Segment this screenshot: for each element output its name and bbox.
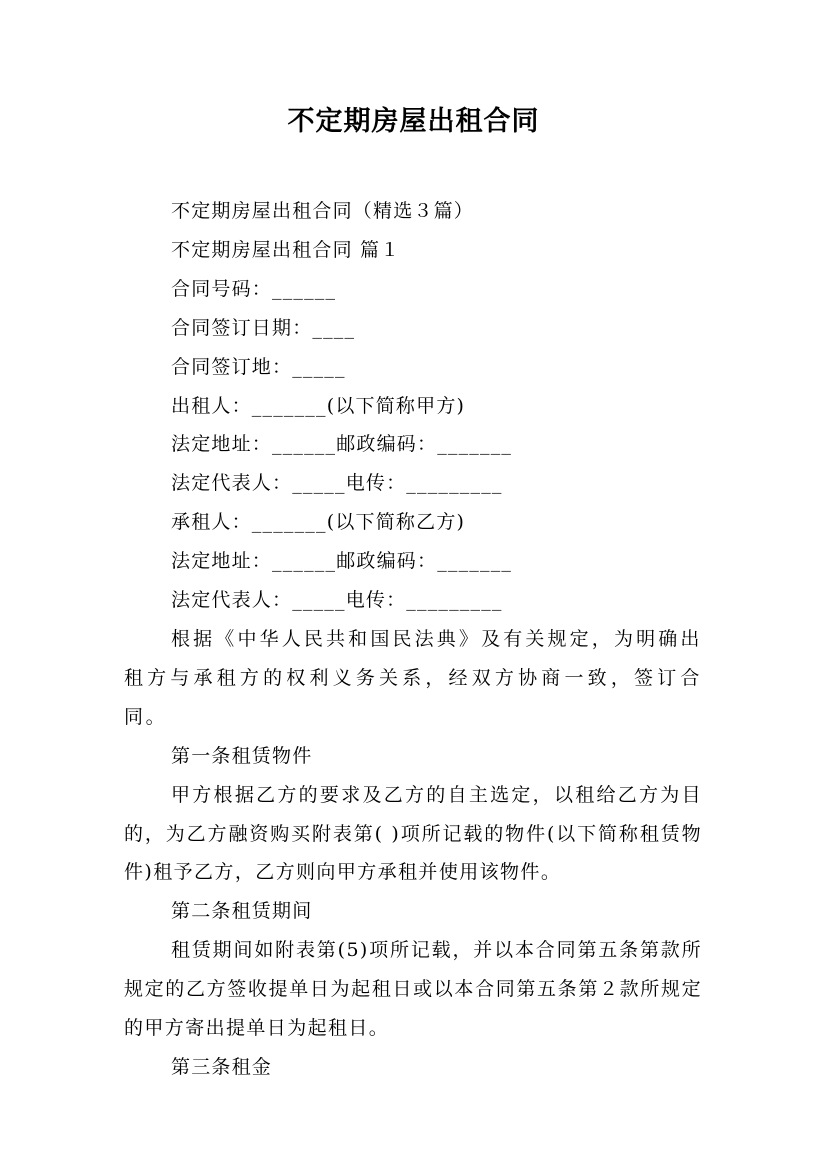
section-1-paragraph: 甲方根据乙方的要求及乙方的自主选定，以租给乙方为目的，为乙方融资购买附表第( )项所记载的物件(以下简称租赁物件)租予乙方，乙方则向甲方承租并使用该物件。	[124, 783, 702, 884]
lessor-address-line: 法定地址：______邮政编码：_______	[171, 433, 513, 456]
lessor-line: 出租人：_______(以下简称甲方)	[171, 394, 466, 417]
section-heading-1: 第一条租赁物件	[171, 744, 313, 767]
lessee-address-line: 法定地址：______邮政编码：_______	[171, 550, 513, 573]
section-2-paragraph: 租赁期间如附表第(5)项所记载，并以本合同第五条第款所规定的乙方签收提单日为起租日或以本合同第五条第２款所规定的甲方寄出提单日为起租日。	[124, 939, 702, 1040]
section-heading-3: 第三条租金	[171, 1055, 273, 1078]
signing-place-line: 合同签订地：_____	[171, 355, 346, 378]
chapter-heading: 不定期房屋出租合同 篇１	[171, 238, 401, 261]
lessee-representative-line: 法定代表人：_____电传：_________	[171, 589, 503, 612]
subtitle-line: 不定期房屋出租合同（精选３篇）	[171, 200, 475, 222]
lessor-representative-line: 法定代表人：_____电传：_________	[171, 472, 503, 495]
signing-date-line: 合同签订日期：____	[171, 316, 356, 339]
intro-paragraph: 根据《中华人民共和国民法典》及有关规定，为明确出租方与承租方的权利义务关系，经双方协商一致，签订合同。	[124, 627, 702, 728]
document-body	[124, 192, 702, 1087]
document-title: 不定期房屋出租合同	[287, 106, 540, 137]
section-heading-2: 第二条租赁期间	[171, 900, 313, 923]
contract-number-line: 合同号码：______	[171, 277, 337, 300]
lessee-line: 承租人：_______(以下简称乙方)	[171, 511, 466, 534]
